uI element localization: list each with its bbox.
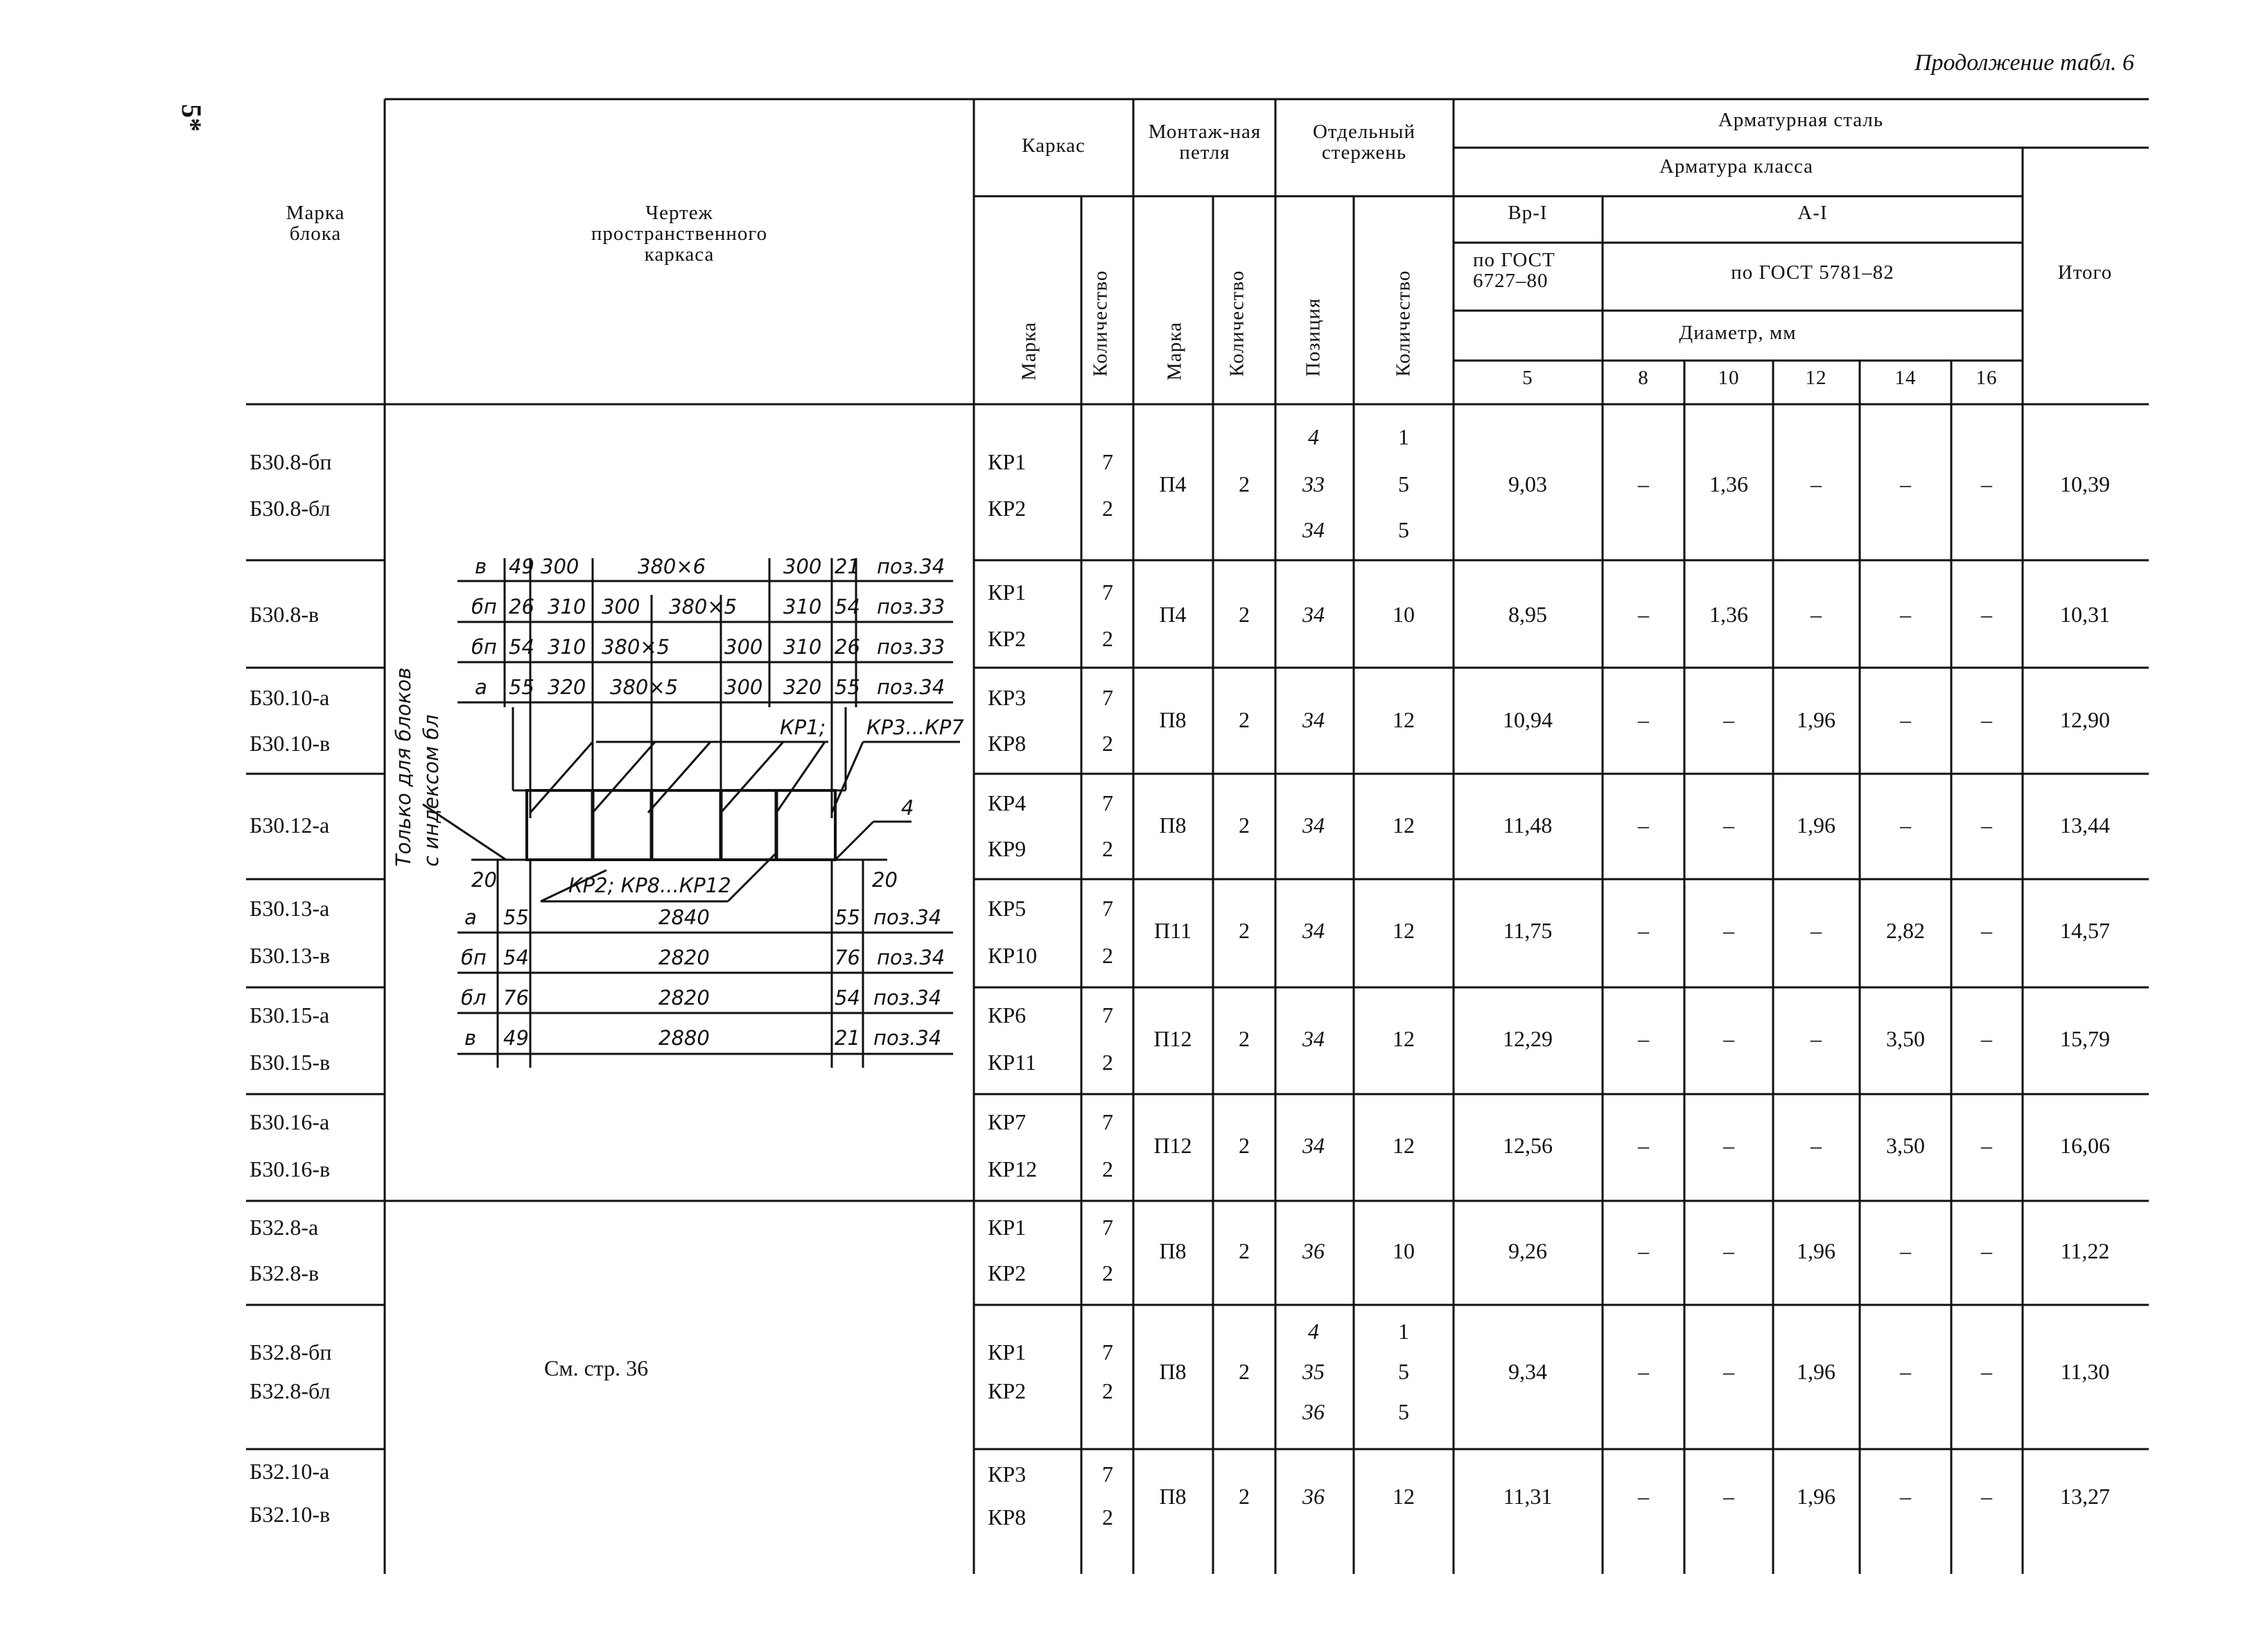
d8: –	[1638, 602, 1649, 627]
d16: –	[1981, 1359, 1992, 1384]
dim-d: 320	[783, 675, 822, 699]
d12: 1,96	[1797, 1484, 1835, 1509]
loop-qty: 2	[1239, 1133, 1250, 1158]
position-qty: 1	[1398, 424, 1409, 449]
sub-karkas-marka: Марка	[1018, 322, 1040, 381]
d14: –	[1900, 1484, 1911, 1509]
d5: 11,75	[1503, 918, 1553, 943]
dim-b: 310	[548, 595, 586, 618]
header-chertezh: Чертеж пространственного каркаса	[591, 202, 768, 266]
d5: 9,03	[1508, 471, 1547, 496]
kr-mark: КР1	[988, 1340, 1027, 1365]
loop-mark: П11	[1154, 918, 1192, 943]
row-mark: Б32.10-а	[250, 1459, 330, 1484]
position: 36	[1302, 1238, 1325, 1263]
header-itogo: Итого	[2057, 261, 2113, 284]
position: 34	[1302, 918, 1325, 943]
row-mark: Б30.15-в	[250, 1050, 331, 1075]
dim-idx: бп	[471, 595, 497, 618]
d12: 1,96	[1797, 1359, 1835, 1384]
row-mark: Б30.10-в	[250, 731, 331, 756]
position-qty: 10	[1393, 602, 1415, 627]
d16: –	[1981, 1026, 1992, 1051]
dim-b: 300	[541, 555, 579, 578]
position-qty: 12	[1393, 1484, 1415, 1509]
dim-len: 2840	[658, 906, 710, 929]
d8: –	[1638, 918, 1649, 943]
d5: 11,31	[1503, 1484, 1553, 1509]
total: 15,79	[2060, 1026, 2110, 1051]
kr-qty: 7	[1102, 1462, 1113, 1487]
dim-e: 21	[835, 1026, 860, 1050]
position-qty: 12	[1393, 1133, 1415, 1158]
label-20-left: 20	[471, 868, 497, 892]
kr-qty: 7	[1102, 1215, 1113, 1240]
dim-idx: бп	[471, 635, 497, 659]
dim-c: 380×5	[610, 675, 679, 699]
position-qty: 12	[1393, 707, 1415, 732]
position-qty: 12	[1393, 1026, 1415, 1051]
kr-qty: 2	[1102, 1261, 1113, 1285]
header-montazh: Монтаж-ная петля	[1148, 121, 1262, 164]
kr-mark: КР8	[988, 1505, 1027, 1530]
dim-d: 310	[783, 635, 822, 659]
row-mark: Б30.8-в	[250, 602, 320, 627]
dim-c2: 300	[724, 675, 763, 699]
row-mark: Б30.13-а	[250, 896, 330, 921]
sub-karkas-kolichestvo: Количество	[1089, 270, 1112, 377]
dim-c: 380×6	[638, 555, 706, 578]
kr-qty: 2	[1102, 496, 1113, 521]
position: 36	[1302, 1484, 1325, 1509]
d5: 10,94	[1503, 707, 1553, 732]
kr-mark: КР5	[988, 896, 1027, 921]
label-kr2: КР2; КР8...КР12	[568, 874, 731, 897]
position: 34	[1302, 1133, 1325, 1158]
d12: 1,96	[1797, 813, 1835, 838]
d5: 11,48	[1503, 813, 1553, 838]
dim-len: 2820	[658, 946, 710, 969]
kr-mark: КР9	[988, 836, 1027, 861]
dim-idx: в	[464, 1026, 477, 1050]
dim-c: 380×5	[602, 635, 670, 659]
position: 34	[1302, 1026, 1325, 1051]
d10: –	[1723, 813, 1734, 838]
header-gost-a: по ГОСТ 5781–82	[1731, 261, 1894, 284]
kr-qty: 2	[1102, 943, 1113, 968]
d5: 12,29	[1503, 1026, 1553, 1051]
dim-c2: 380×5	[669, 595, 738, 618]
d12: 1,96	[1797, 1238, 1835, 1263]
header-a1: А-I	[1797, 202, 1828, 224]
d12: –	[1811, 1026, 1822, 1051]
position: 4	[1308, 1319, 1319, 1344]
position-qty: 5	[1398, 471, 1409, 496]
sub-petlya-kolichestvo: Количество	[1225, 270, 1248, 377]
total: 13,44	[2060, 813, 2110, 838]
kr-mark: КР1	[988, 1215, 1027, 1240]
dim-len: 2820	[658, 986, 710, 1010]
kr-mark: КР3	[988, 1462, 1027, 1487]
d10: –	[1723, 1026, 1734, 1051]
d10: 1,36	[1709, 471, 1748, 496]
dim-b: 320	[548, 675, 586, 699]
kr-qty: 2	[1102, 1505, 1113, 1530]
kr-mark: КР3	[988, 685, 1027, 710]
total: 11,22	[2060, 1238, 2110, 1263]
d10: –	[1723, 707, 1734, 732]
d10: –	[1723, 1484, 1734, 1509]
diam-14: 14	[1894, 367, 1917, 389]
dim-a: 49	[503, 1026, 529, 1050]
header-otdelny: Отдельный стержень	[1312, 121, 1416, 164]
d16: –	[1981, 1238, 1992, 1263]
row-mark: Б32.8-бл	[250, 1378, 331, 1403]
loop-mark: П8	[1159, 707, 1187, 732]
loop-qty: 2	[1239, 1359, 1250, 1384]
kr-mark: КР11	[988, 1050, 1036, 1075]
d14: –	[1900, 471, 1911, 496]
total: 16,06	[2060, 1133, 2110, 1158]
position-qty: 5	[1398, 1399, 1409, 1424]
dim-a: 55	[509, 675, 534, 699]
header-marka-bloka: Марка блока	[286, 202, 345, 245]
kr-mark: КР2	[988, 496, 1027, 521]
loop-qty: 2	[1239, 918, 1250, 943]
kr-qty: 7	[1102, 449, 1113, 474]
loop-mark: П12	[1153, 1026, 1192, 1051]
dim-b: 310	[548, 635, 586, 659]
d14: –	[1900, 707, 1911, 732]
loop-mark: П8	[1159, 1238, 1187, 1263]
loop-qty: 2	[1239, 1484, 1250, 1509]
kr-mark: КР2	[988, 1261, 1027, 1285]
dim-e: 55	[835, 675, 860, 699]
label-4: 4	[901, 796, 914, 820]
row-mark: Б30.16-а	[250, 1109, 330, 1134]
d8: –	[1638, 1484, 1649, 1509]
d10: –	[1723, 1238, 1734, 1263]
kr-qty: 7	[1102, 1109, 1113, 1134]
d5: 8,95	[1508, 602, 1547, 627]
d8: –	[1638, 1359, 1649, 1384]
d16: –	[1981, 471, 1992, 496]
d14: –	[1900, 1359, 1911, 1384]
loop-qty: 2	[1239, 813, 1250, 838]
dim-e: 54	[835, 595, 860, 618]
loop-mark: П8	[1159, 1484, 1187, 1509]
d10: –	[1723, 1359, 1734, 1384]
loop-mark: П4	[1159, 602, 1187, 627]
d12: –	[1811, 918, 1822, 943]
dim-e: 54	[835, 986, 860, 1010]
kr-qty: 7	[1102, 896, 1113, 921]
label-kr1: КР1;	[780, 716, 826, 739]
kr-mark: КР4	[988, 790, 1027, 815]
loop-qty: 2	[1239, 1238, 1250, 1263]
position-qty: 12	[1393, 918, 1415, 943]
position: 34	[1302, 813, 1325, 838]
dim-pos: поз.33	[877, 595, 945, 618]
position: 4	[1308, 424, 1319, 449]
dim-c: 300	[602, 595, 640, 618]
d14: 3,50	[1886, 1133, 1925, 1158]
row-mark: Б30.8-бп	[250, 449, 332, 474]
dim-pos: поз.33	[877, 635, 945, 659]
dim-idx: а	[475, 675, 487, 699]
position: 34	[1302, 707, 1325, 732]
row-mark: Б30.16-в	[250, 1157, 331, 1181]
dim-d: 300	[783, 555, 822, 578]
kr-qty: 2	[1102, 1050, 1113, 1075]
kr-qty: 2	[1102, 626, 1113, 651]
d10: –	[1723, 1133, 1734, 1158]
loop-qty: 2	[1239, 1026, 1250, 1051]
d14: –	[1900, 813, 1911, 838]
kr-qty: 2	[1102, 1378, 1113, 1403]
d10: 1,36	[1709, 602, 1748, 627]
dim-pos: поз.34	[873, 986, 942, 1010]
row-mark: Б32.8-в	[250, 1261, 320, 1285]
loop-mark: П4	[1159, 471, 1187, 496]
label-20-right: 20	[872, 868, 898, 892]
sub-poziciya: Позиция	[1302, 297, 1325, 377]
d12: –	[1811, 471, 1822, 496]
header-gost-bp: по ГОСТ 6727–80	[1473, 249, 1555, 292]
kr-mark: КР10	[988, 943, 1038, 968]
kr-qty: 7	[1102, 580, 1113, 605]
sub-petlya-marka: Марка	[1163, 322, 1186, 381]
d5: 9,26	[1508, 1238, 1547, 1263]
d14: –	[1900, 602, 1911, 627]
kr-qty: 2	[1102, 1157, 1113, 1181]
dim-pos: поз.34	[873, 906, 942, 929]
dim-e: 76	[835, 946, 860, 969]
d16: –	[1981, 1484, 1992, 1509]
total: 14,57	[2060, 918, 2110, 943]
d8: –	[1638, 1133, 1649, 1158]
dim-c2: 300	[724, 635, 763, 659]
position: 36	[1302, 1399, 1325, 1424]
kr-qty: 7	[1102, 790, 1113, 815]
kr-mark: КР2	[988, 626, 1027, 651]
table-caption: Продолжение табл. 6	[1914, 50, 2135, 76]
d8: –	[1638, 1238, 1649, 1263]
position: 34	[1302, 602, 1325, 627]
diam-5: 5	[1522, 367, 1533, 389]
dim-idx: бл	[461, 986, 487, 1010]
sub-sterzhen-kolichestvo: Количество	[1392, 270, 1415, 377]
dim-idx: бп	[461, 946, 487, 969]
row-mark: Б30.12-а	[250, 813, 330, 838]
kr-qty: 2	[1102, 836, 1113, 861]
d5: 12,56	[1503, 1133, 1553, 1158]
row-mark: Б32.8-а	[250, 1215, 319, 1240]
total: 10,39	[2060, 471, 2110, 496]
loop-mark: П8	[1159, 813, 1187, 838]
kr-mark: КР1	[988, 449, 1027, 474]
kr-qty: 7	[1102, 685, 1113, 710]
d16: –	[1981, 918, 1992, 943]
label-kr3: КР3...КР7	[866, 716, 964, 739]
dim-a: 76	[503, 986, 529, 1010]
d8: –	[1638, 707, 1649, 732]
d8: –	[1638, 813, 1649, 838]
d14: 3,50	[1886, 1026, 1925, 1051]
loop-mark: П12	[1153, 1133, 1192, 1158]
loop-qty: 2	[1239, 471, 1250, 496]
row-mark: Б30.13-в	[250, 943, 331, 968]
row-mark: Б32.10-в	[250, 1502, 331, 1527]
position-qty: 12	[1393, 813, 1415, 838]
position: 34	[1302, 517, 1325, 542]
d10: –	[1723, 918, 1734, 943]
dim-a: 26	[509, 595, 534, 618]
position-qty: 10	[1393, 1238, 1415, 1263]
dim-idx: а	[464, 906, 477, 929]
header-karkas: Каркас	[1022, 135, 1085, 157]
kr-qty: 7	[1102, 1340, 1113, 1365]
kr-mark: КР7	[988, 1109, 1027, 1134]
row-mark: Б30.10-а	[250, 685, 330, 710]
kr-mark: КР2	[988, 1378, 1027, 1403]
d16: –	[1981, 813, 1992, 838]
dim-pos: поз.34	[877, 555, 945, 578]
row-mark: Б30.8-бл	[250, 496, 331, 521]
header-armatur-stal: Арматурная сталь	[1718, 109, 1884, 131]
loop-mark: П8	[1159, 1359, 1187, 1384]
d12: –	[1811, 1133, 1822, 1158]
see-page-note: См. стр. 36	[544, 1355, 649, 1380]
dim-a: 54	[503, 946, 529, 969]
dim-idx: в	[475, 555, 487, 578]
dim-e: 26	[835, 635, 860, 659]
kr-mark: КР1	[988, 580, 1027, 605]
kr-mark: КР6	[988, 1003, 1027, 1028]
position-qty: 1	[1398, 1319, 1409, 1344]
position-qty: 5	[1398, 1359, 1409, 1384]
diam-8: 8	[1638, 367, 1649, 389]
kr-mark: КР12	[988, 1157, 1038, 1181]
d12: –	[1811, 602, 1822, 627]
total: 13,27	[2060, 1484, 2110, 1509]
position-qty: 5	[1398, 517, 1409, 542]
d8: –	[1638, 471, 1649, 496]
dim-a: 55	[503, 906, 529, 929]
dim-pos: поз.34	[877, 675, 945, 699]
row-mark: Б30.15-а	[250, 1003, 330, 1028]
d16: –	[1981, 707, 1992, 732]
position: 33	[1302, 471, 1325, 496]
dim-e: 55	[835, 906, 860, 929]
diam-12: 12	[1805, 367, 1827, 389]
dim-len: 2880	[658, 1026, 710, 1050]
total: 10,31	[2060, 602, 2110, 627]
diam-16: 16	[1975, 367, 1998, 389]
header-bp1: Вр-I	[1508, 202, 1548, 224]
d14: –	[1900, 1238, 1911, 1263]
diam-10: 10	[1718, 367, 1740, 389]
dim-pos: поз.34	[877, 946, 945, 969]
page-mark: 5*	[176, 104, 207, 132]
position: 35	[1302, 1359, 1325, 1384]
header-diametr: Диаметр, мм	[1679, 322, 1797, 344]
dim-e: 21	[835, 555, 860, 578]
dim-a: 54	[509, 635, 534, 659]
d14: 2,82	[1886, 918, 1925, 943]
d5: 9,34	[1508, 1359, 1547, 1384]
header-armatura-klassa: Арматура класса	[1659, 155, 1814, 177]
d16: –	[1981, 1133, 1992, 1158]
dim-pos: поз.34	[873, 1026, 942, 1050]
loop-qty: 2	[1239, 602, 1250, 627]
d16: –	[1981, 602, 1992, 627]
dim-d: 310	[783, 595, 822, 618]
d8: –	[1638, 1026, 1649, 1051]
kr-mark: КР8	[988, 731, 1027, 756]
loop-qty: 2	[1239, 707, 1250, 732]
kr-qty: 2	[1102, 731, 1113, 756]
kr-qty: 7	[1102, 1003, 1113, 1028]
dim-a: 49	[509, 555, 534, 578]
row-mark: Б32.8-бп	[250, 1340, 332, 1365]
total: 12,90	[2060, 707, 2110, 732]
d12: 1,96	[1797, 707, 1835, 732]
total: 11,30	[2060, 1359, 2110, 1384]
